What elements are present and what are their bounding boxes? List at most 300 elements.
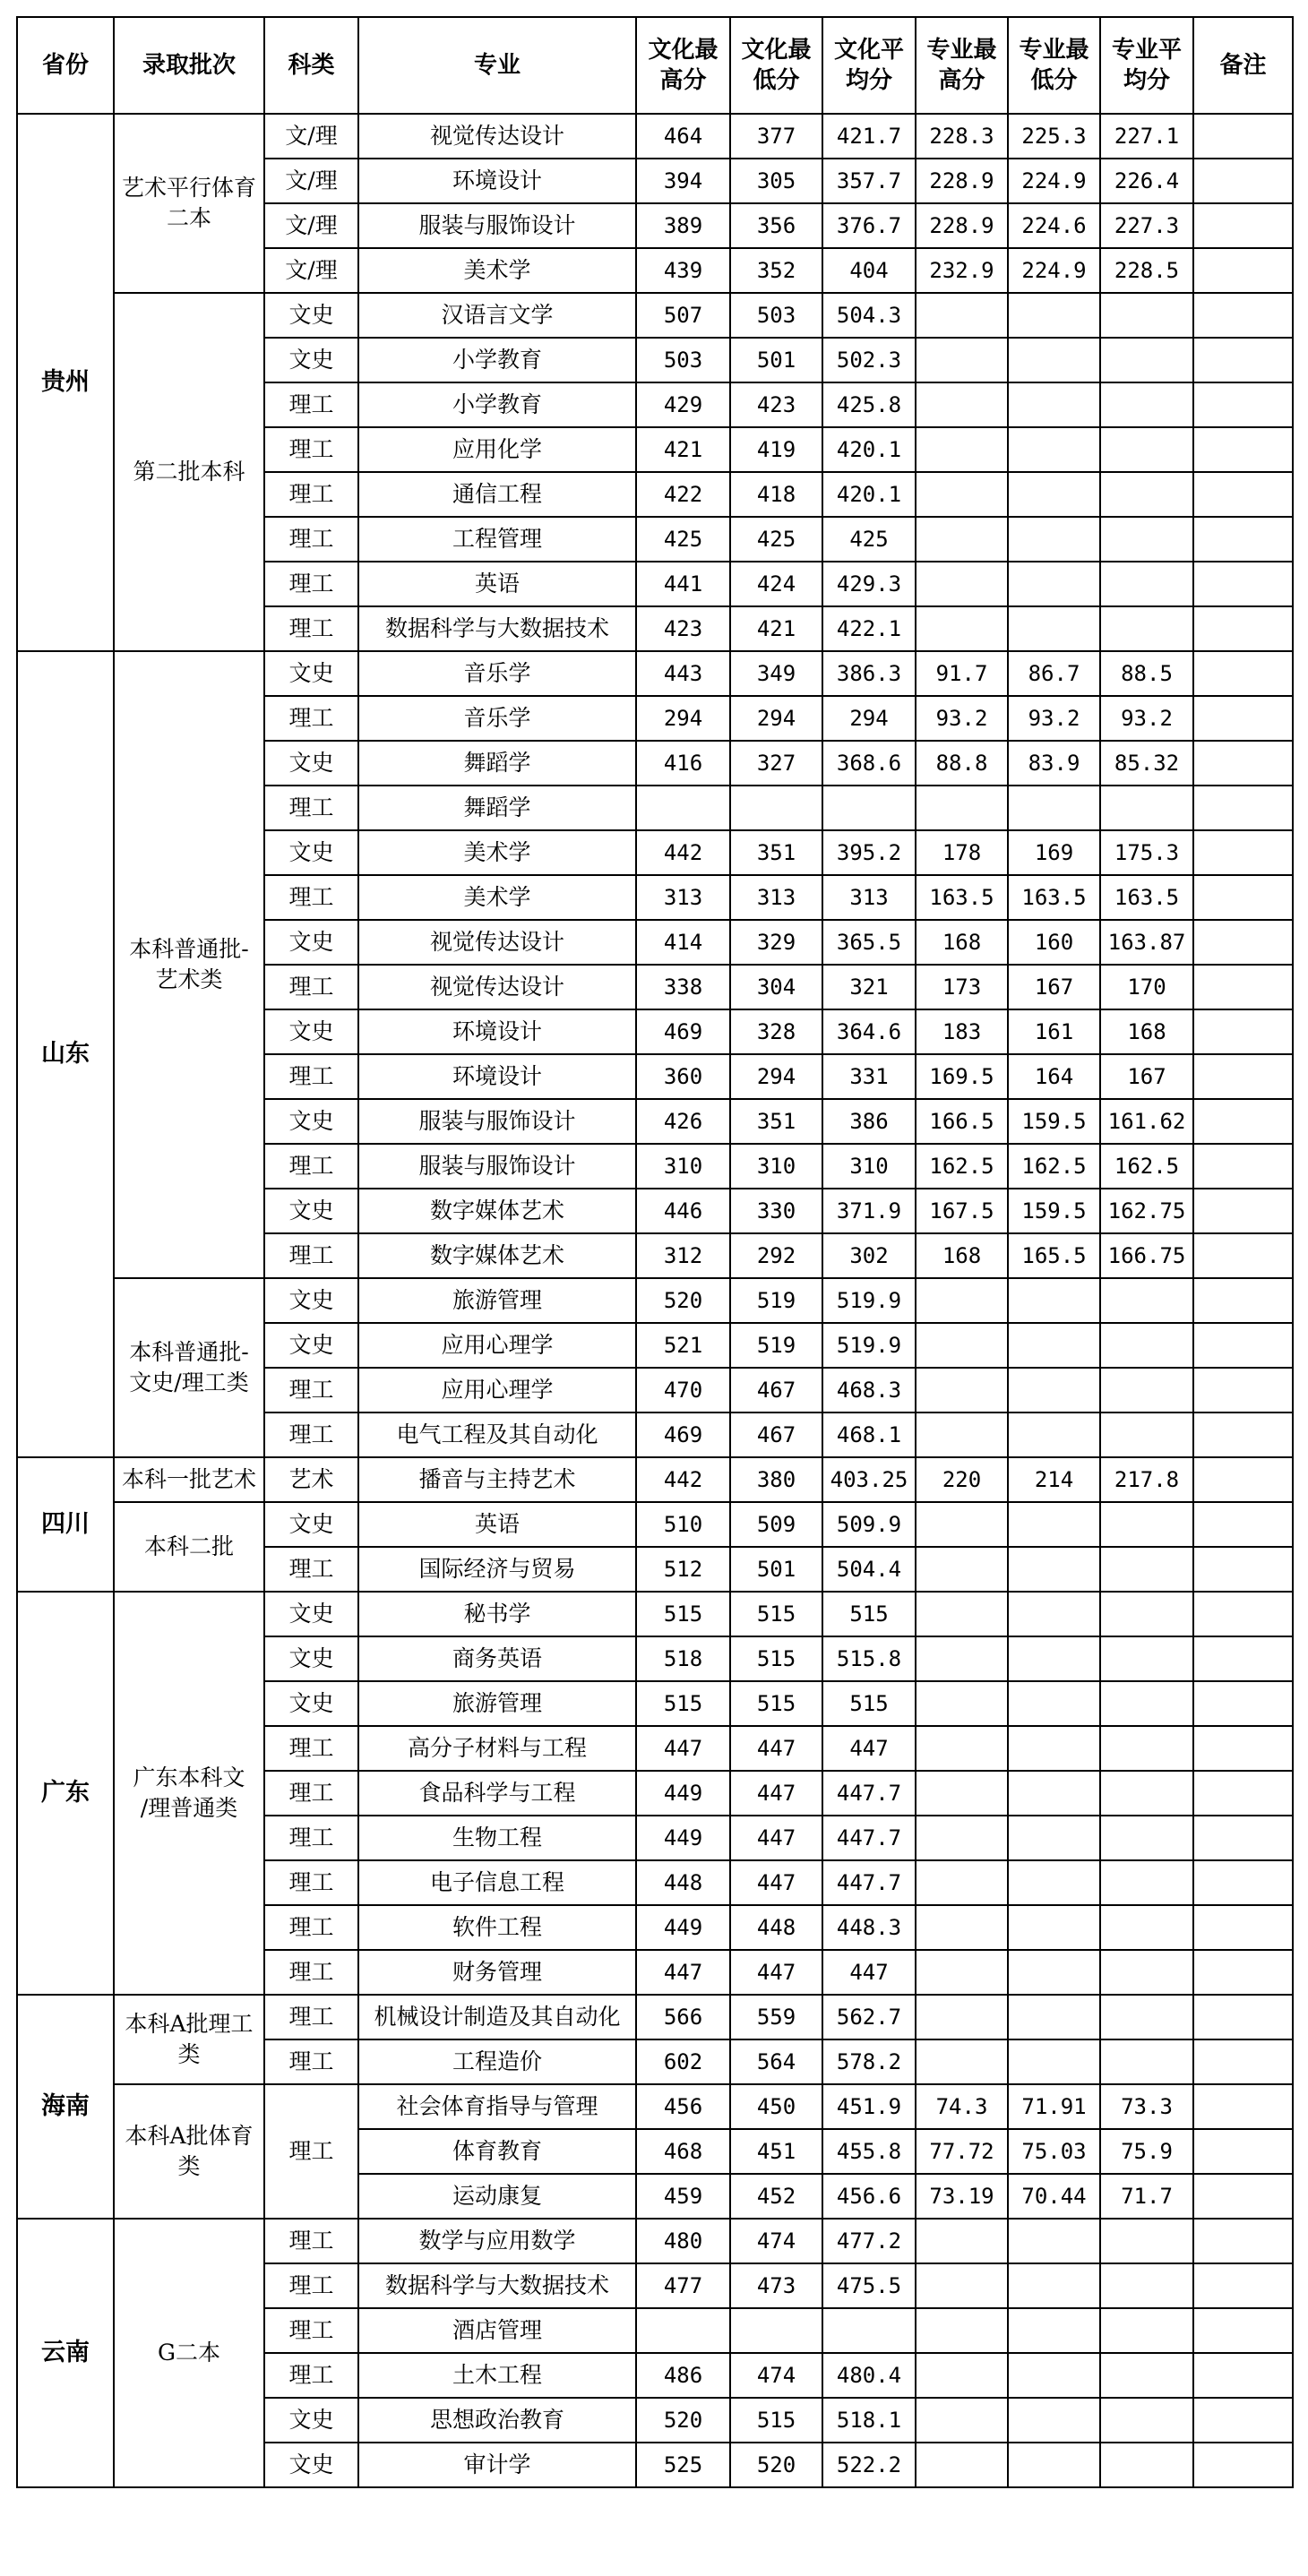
major-min-cell: 161 xyxy=(1008,1009,1100,1054)
culture-min-cell: 351 xyxy=(730,830,822,875)
header-batch: 录取批次 xyxy=(114,17,264,114)
province-cell: 山东 xyxy=(17,651,114,1457)
culture-max-cell: 426 xyxy=(636,1099,730,1144)
category-cell: 文/理 xyxy=(264,114,358,159)
culture-avg-cell: 502.3 xyxy=(822,338,916,382)
culture-min-cell: 519 xyxy=(730,1323,822,1368)
major-avg-cell xyxy=(1100,1592,1193,1636)
major-avg-cell xyxy=(1100,472,1193,517)
major-avg-cell xyxy=(1100,1726,1193,1771)
remarks-cell xyxy=(1193,606,1293,651)
major-cell: 视觉传达设计 xyxy=(358,114,636,159)
culture-min-cell xyxy=(730,786,822,830)
category-cell: 文史 xyxy=(264,2443,358,2487)
culture-avg-cell: 447 xyxy=(822,1950,916,1995)
category-cell: 理工 xyxy=(264,427,358,472)
culture-max-cell: 449 xyxy=(636,1771,730,1816)
category-cell: 理工 xyxy=(264,875,358,920)
culture-avg-cell: 310 xyxy=(822,1144,916,1189)
header-culture-max: 文化最 高分 xyxy=(636,17,730,114)
major-max-cell xyxy=(916,2443,1008,2487)
culture-max-cell: 439 xyxy=(636,248,730,293)
culture-max-cell: 294 xyxy=(636,696,730,741)
culture-max-cell: 360 xyxy=(636,1054,730,1099)
major-cell: 数据科学与大数据技术 xyxy=(358,2263,636,2308)
major-avg-cell: 227.3 xyxy=(1100,203,1193,248)
remarks-cell xyxy=(1193,786,1293,830)
culture-min-cell: 515 xyxy=(730,1681,822,1726)
table-row xyxy=(17,1278,1293,1323)
batch-cell: 本科二批 xyxy=(114,1502,264,1592)
culture-min-cell: 501 xyxy=(730,1547,822,1592)
major-cell: 英语 xyxy=(358,1502,636,1547)
category-cell: 理工 xyxy=(264,1054,358,1099)
remarks-cell xyxy=(1193,830,1293,875)
culture-avg-cell: 509.9 xyxy=(822,1502,916,1547)
province-cell: 四川 xyxy=(17,1457,114,1592)
table-row xyxy=(17,1457,1293,1502)
culture-avg-cell: 313 xyxy=(822,875,916,920)
major-cell: 电子信息工程 xyxy=(358,1860,636,1905)
major-avg-cell xyxy=(1100,1816,1193,1860)
major-avg-cell xyxy=(1100,382,1193,427)
major-max-cell xyxy=(916,1860,1008,1905)
culture-avg-cell: 447 xyxy=(822,1726,916,1771)
culture-min-cell: 520 xyxy=(730,2443,822,2487)
culture-min-cell: 474 xyxy=(730,2219,822,2263)
remarks-cell xyxy=(1193,1547,1293,1592)
culture-max-cell: 425 xyxy=(636,517,730,562)
major-min-cell xyxy=(1008,1368,1100,1413)
major-max-cell xyxy=(916,1681,1008,1726)
culture-avg-cell: 421.7 xyxy=(822,114,916,159)
culture-min-cell: 474 xyxy=(730,2353,822,2398)
major-avg-cell: 168 xyxy=(1100,1009,1193,1054)
major-cell: 软件工程 xyxy=(358,1905,636,1950)
culture-max-cell: 480 xyxy=(636,2219,730,2263)
category-cell: 文史 xyxy=(264,1681,358,1726)
remarks-cell xyxy=(1193,741,1293,786)
major-max-cell xyxy=(916,2219,1008,2263)
culture-avg-cell: 515 xyxy=(822,1681,916,1726)
major-avg-cell: 170 xyxy=(1100,965,1193,1009)
remarks-cell xyxy=(1193,965,1293,1009)
major-avg-cell xyxy=(1100,517,1193,562)
culture-avg-cell: 420.1 xyxy=(822,472,916,517)
remarks-cell xyxy=(1193,382,1293,427)
remarks-cell xyxy=(1193,2084,1293,2129)
major-min-cell: 163.5 xyxy=(1008,875,1100,920)
major-cell: 舞蹈学 xyxy=(358,741,636,786)
remarks-cell xyxy=(1193,2129,1293,2174)
culture-max-cell: 515 xyxy=(636,1592,730,1636)
culture-max-cell: 429 xyxy=(636,382,730,427)
major-min-cell xyxy=(1008,1592,1100,1636)
major-cell: 国际经济与贸易 xyxy=(358,1547,636,1592)
category-cell: 文史 xyxy=(264,2398,358,2443)
remarks-cell xyxy=(1193,517,1293,562)
culture-max-cell: 441 xyxy=(636,562,730,606)
major-min-cell xyxy=(1008,1681,1100,1726)
major-cell: 运动康复 xyxy=(358,2174,636,2219)
major-avg-cell: 167 xyxy=(1100,1054,1193,1099)
culture-min-cell: 377 xyxy=(730,114,822,159)
category-cell: 文史 xyxy=(264,1636,358,1681)
major-min-cell: 164 xyxy=(1008,1054,1100,1099)
culture-avg-cell: 403.25 xyxy=(822,1457,916,1502)
major-avg-cell xyxy=(1100,2308,1193,2353)
culture-avg-cell: 386 xyxy=(822,1099,916,1144)
culture-max-cell: 464 xyxy=(636,114,730,159)
culture-min-cell: 450 xyxy=(730,2084,822,2129)
culture-min-cell: 447 xyxy=(730,1950,822,1995)
table-row xyxy=(17,114,1293,159)
culture-min-cell: 559 xyxy=(730,1995,822,2039)
culture-min-cell: 447 xyxy=(730,1860,822,1905)
major-cell: 服装与服饰设计 xyxy=(358,1144,636,1189)
culture-avg-cell: 364.6 xyxy=(822,1009,916,1054)
category-cell: 文史 xyxy=(264,741,358,786)
remarks-cell xyxy=(1193,2398,1293,2443)
remarks-cell xyxy=(1193,1278,1293,1323)
culture-max-cell: 421 xyxy=(636,427,730,472)
category-cell: 理工 xyxy=(264,2308,358,2353)
culture-avg-cell xyxy=(822,2308,916,2353)
culture-avg-cell: 451.9 xyxy=(822,2084,916,2129)
major-cell: 电气工程及其自动化 xyxy=(358,1413,636,1457)
table-row xyxy=(17,651,1293,696)
major-cell: 体育教育 xyxy=(358,2129,636,2174)
category-cell: 理工 xyxy=(264,1726,358,1771)
table-row xyxy=(17,2219,1293,2263)
major-avg-cell xyxy=(1100,606,1193,651)
header-major-max: 专业最 高分 xyxy=(916,17,1008,114)
culture-avg-cell: 480.4 xyxy=(822,2353,916,2398)
major-max-cell xyxy=(916,517,1008,562)
category-cell: 理工 xyxy=(264,696,358,741)
major-cell: 环境设计 xyxy=(358,1054,636,1099)
major-min-cell xyxy=(1008,1502,1100,1547)
culture-min-cell: 327 xyxy=(730,741,822,786)
major-avg-cell xyxy=(1100,1636,1193,1681)
remarks-cell xyxy=(1193,2219,1293,2263)
culture-min-cell: 467 xyxy=(730,1368,822,1413)
major-max-cell: 166.5 xyxy=(916,1099,1008,1144)
culture-min-cell: 418 xyxy=(730,472,822,517)
major-min-cell: 75.03 xyxy=(1008,2129,1100,2174)
major-min-cell: 214 xyxy=(1008,1457,1100,1502)
major-min-cell: 224.6 xyxy=(1008,203,1100,248)
major-avg-cell xyxy=(1100,1771,1193,1816)
culture-avg-cell: 447.7 xyxy=(822,1860,916,1905)
major-cell: 通信工程 xyxy=(358,472,636,517)
table-row xyxy=(17,1592,1293,1636)
major-max-cell: 232.9 xyxy=(916,248,1008,293)
culture-max-cell: 449 xyxy=(636,1816,730,1860)
culture-avg-cell: 422.1 xyxy=(822,606,916,651)
major-min-cell xyxy=(1008,1860,1100,1905)
major-max-cell xyxy=(916,1592,1008,1636)
culture-min-cell: 352 xyxy=(730,248,822,293)
remarks-cell xyxy=(1193,1323,1293,1368)
category-cell: 文史 xyxy=(264,651,358,696)
culture-max-cell: 449 xyxy=(636,1905,730,1950)
category-cell: 文史 xyxy=(264,1009,358,1054)
category-cell: 理工 xyxy=(264,965,358,1009)
major-max-cell xyxy=(916,1905,1008,1950)
major-cell: 音乐学 xyxy=(358,651,636,696)
major-cell: 服装与服饰设计 xyxy=(358,1099,636,1144)
major-avg-cell xyxy=(1100,2263,1193,2308)
remarks-cell xyxy=(1193,651,1293,696)
major-max-cell: 178 xyxy=(916,830,1008,875)
major-max-cell: 74.3 xyxy=(916,2084,1008,2129)
major-cell: 美术学 xyxy=(358,248,636,293)
table-row xyxy=(17,2084,1293,2129)
category-cell: 理工 xyxy=(264,562,358,606)
remarks-cell xyxy=(1193,1413,1293,1457)
culture-avg-cell: 420.1 xyxy=(822,427,916,472)
major-cell: 服装与服饰设计 xyxy=(358,203,636,248)
major-avg-cell xyxy=(1100,1502,1193,1547)
culture-min-cell: 294 xyxy=(730,1054,822,1099)
culture-avg-cell: 456.6 xyxy=(822,2174,916,2219)
major-max-cell xyxy=(916,1413,1008,1457)
major-max-cell xyxy=(916,1995,1008,2039)
culture-min-cell: 515 xyxy=(730,2398,822,2443)
major-min-cell xyxy=(1008,2353,1100,2398)
major-cell: 英语 xyxy=(358,562,636,606)
remarks-cell xyxy=(1193,1950,1293,1995)
culture-max-cell: 486 xyxy=(636,2353,730,2398)
batch-cell: 本科一批艺术 xyxy=(114,1457,264,1502)
category-cell: 理工 xyxy=(264,1860,358,1905)
major-cell: 应用心理学 xyxy=(358,1323,636,1368)
remarks-cell xyxy=(1193,1905,1293,1950)
culture-min-cell: 305 xyxy=(730,159,822,203)
major-avg-cell: 163.87 xyxy=(1100,920,1193,965)
culture-min-cell: 452 xyxy=(730,2174,822,2219)
major-min-cell xyxy=(1008,517,1100,562)
culture-avg-cell: 562.7 xyxy=(822,1995,916,2039)
category-cell: 文史 xyxy=(264,1189,358,1233)
major-avg-cell xyxy=(1100,427,1193,472)
major-max-cell xyxy=(916,1368,1008,1413)
major-min-cell: 162.5 xyxy=(1008,1144,1100,1189)
major-max-cell xyxy=(916,1502,1008,1547)
major-cell: 财务管理 xyxy=(358,1950,636,1995)
table-row xyxy=(17,293,1293,338)
major-cell: 应用化学 xyxy=(358,427,636,472)
culture-avg-cell: 477.2 xyxy=(822,2219,916,2263)
category-cell: 理工 xyxy=(264,606,358,651)
major-avg-cell: 175.3 xyxy=(1100,830,1193,875)
major-min-cell xyxy=(1008,1995,1100,2039)
major-max-cell xyxy=(916,1771,1008,1816)
culture-max-cell: 310 xyxy=(636,1144,730,1189)
major-max-cell xyxy=(916,1547,1008,1592)
major-cell: 小学教育 xyxy=(358,338,636,382)
major-max-cell xyxy=(916,2263,1008,2308)
major-max-cell xyxy=(916,472,1008,517)
header-culture-avg: 文化平 均分 xyxy=(822,17,916,114)
remarks-cell xyxy=(1193,1636,1293,1681)
culture-avg-cell: 518.1 xyxy=(822,2398,916,2443)
culture-max-cell: 414 xyxy=(636,920,730,965)
category-cell: 文史 xyxy=(264,1592,358,1636)
culture-max-cell: 416 xyxy=(636,741,730,786)
major-min-cell xyxy=(1008,2263,1100,2308)
batch-cell: 广东本科文 /理普通类 xyxy=(114,1592,264,1995)
culture-max-cell: 446 xyxy=(636,1189,730,1233)
major-cell: 环境设计 xyxy=(358,159,636,203)
culture-max-cell: 515 xyxy=(636,1681,730,1726)
major-cell: 舞蹈学 xyxy=(358,786,636,830)
culture-max-cell: 477 xyxy=(636,2263,730,2308)
batch-cell: 第二批本科 xyxy=(114,293,264,651)
major-avg-cell: 226.4 xyxy=(1100,159,1193,203)
table-row xyxy=(17,1995,1293,2039)
header-major-avg: 专业平 均分 xyxy=(1100,17,1193,114)
major-min-cell xyxy=(1008,2039,1100,2084)
major-min-cell xyxy=(1008,2219,1100,2263)
major-max-cell: 183 xyxy=(916,1009,1008,1054)
culture-avg-cell: 302 xyxy=(822,1233,916,1278)
major-min-cell xyxy=(1008,382,1100,427)
province-cell: 贵州 xyxy=(17,114,114,651)
culture-max-cell: 448 xyxy=(636,1860,730,1905)
culture-min-cell: 564 xyxy=(730,2039,822,2084)
major-avg-cell: 85.32 xyxy=(1100,741,1193,786)
category-cell: 理工 xyxy=(264,517,358,562)
major-min-cell xyxy=(1008,1816,1100,1860)
category-cell: 理工 xyxy=(264,1233,358,1278)
major-avg-cell xyxy=(1100,293,1193,338)
major-avg-cell: 162.75 xyxy=(1100,1189,1193,1233)
culture-avg-cell: 376.7 xyxy=(822,203,916,248)
category-cell: 理工 xyxy=(264,1413,358,1457)
major-avg-cell: 228.5 xyxy=(1100,248,1193,293)
culture-avg-cell: 321 xyxy=(822,965,916,1009)
major-max-cell xyxy=(916,1636,1008,1681)
culture-min-cell: 448 xyxy=(730,1905,822,1950)
remarks-cell xyxy=(1193,2443,1293,2487)
major-avg-cell: 73.3 xyxy=(1100,2084,1193,2129)
major-min-cell xyxy=(1008,2398,1100,2443)
culture-max-cell: 423 xyxy=(636,606,730,651)
major-cell: 美术学 xyxy=(358,830,636,875)
major-cell: 食品科学与工程 xyxy=(358,1771,636,1816)
category-cell: 文史 xyxy=(264,293,358,338)
category-cell: 文史 xyxy=(264,1502,358,1547)
major-min-cell xyxy=(1008,472,1100,517)
remarks-cell xyxy=(1193,1233,1293,1278)
major-max-cell: 169.5 xyxy=(916,1054,1008,1099)
major-min-cell xyxy=(1008,2443,1100,2487)
major-cell: 机械设计制造及其自动化 xyxy=(358,1995,636,2039)
culture-avg-cell: 468.3 xyxy=(822,1368,916,1413)
culture-max-cell: 470 xyxy=(636,1368,730,1413)
major-max-cell: 93.2 xyxy=(916,696,1008,741)
remarks-cell xyxy=(1193,1816,1293,1860)
major-avg-cell xyxy=(1100,1681,1193,1726)
major-min-cell: 169 xyxy=(1008,830,1100,875)
culture-min-cell: 351 xyxy=(730,1099,822,1144)
header-remarks: 备注 xyxy=(1193,17,1293,114)
culture-max-cell: 443 xyxy=(636,651,730,696)
culture-max-cell: 520 xyxy=(636,2398,730,2443)
major-max-cell xyxy=(916,2353,1008,2398)
major-min-cell: 165.5 xyxy=(1008,1233,1100,1278)
major-cell: 生物工程 xyxy=(358,1816,636,1860)
major-avg-cell xyxy=(1100,1547,1193,1592)
culture-avg-cell: 357.7 xyxy=(822,159,916,203)
header-major-min: 专业最 低分 xyxy=(1008,17,1100,114)
category-cell: 理工 xyxy=(264,786,358,830)
major-min-cell xyxy=(1008,1547,1100,1592)
major-max-cell xyxy=(916,1816,1008,1860)
culture-max-cell: 338 xyxy=(636,965,730,1009)
major-cell: 旅游管理 xyxy=(358,1681,636,1726)
major-min-cell: 224.9 xyxy=(1008,248,1100,293)
category-cell: 理工 xyxy=(264,1547,358,1592)
major-min-cell xyxy=(1008,1323,1100,1368)
major-min-cell xyxy=(1008,427,1100,472)
culture-avg-cell: 468.1 xyxy=(822,1413,916,1457)
table-body xyxy=(17,114,1293,2487)
remarks-cell xyxy=(1193,248,1293,293)
category-cell: 艺术 xyxy=(264,1457,358,1502)
major-max-cell: 168 xyxy=(916,920,1008,965)
culture-avg-cell: 395.2 xyxy=(822,830,916,875)
major-max-cell: 168 xyxy=(916,1233,1008,1278)
major-avg-cell: 88.5 xyxy=(1100,651,1193,696)
major-max-cell: 167.5 xyxy=(916,1189,1008,1233)
major-cell: 土木工程 xyxy=(358,2353,636,2398)
culture-min-cell: 519 xyxy=(730,1278,822,1323)
remarks-cell xyxy=(1193,1681,1293,1726)
table-row xyxy=(17,1502,1293,1547)
major-avg-cell xyxy=(1100,1413,1193,1457)
culture-max-cell: 389 xyxy=(636,203,730,248)
major-max-cell xyxy=(916,786,1008,830)
culture-min-cell: 419 xyxy=(730,427,822,472)
major-cell: 社会体育指导与管理 xyxy=(358,2084,636,2129)
remarks-cell xyxy=(1193,1189,1293,1233)
major-avg-cell xyxy=(1100,1368,1193,1413)
culture-avg-cell: 404 xyxy=(822,248,916,293)
major-max-cell xyxy=(916,293,1008,338)
remarks-cell xyxy=(1193,1099,1293,1144)
batch-cell: 艺术平行体育 二本 xyxy=(114,114,264,293)
batch-cell: 本科A批体育 类 xyxy=(114,2084,264,2219)
major-avg-cell: 162.5 xyxy=(1100,1144,1193,1189)
major-min-cell xyxy=(1008,1413,1100,1457)
culture-max-cell xyxy=(636,2308,730,2353)
major-avg-cell xyxy=(1100,1905,1193,1950)
major-cell: 汉语言文学 xyxy=(358,293,636,338)
culture-max-cell: 507 xyxy=(636,293,730,338)
major-avg-cell: 163.5 xyxy=(1100,875,1193,920)
major-cell: 思想政治教育 xyxy=(358,2398,636,2443)
remarks-cell xyxy=(1193,1592,1293,1636)
remarks-cell xyxy=(1193,159,1293,203)
culture-avg-cell: 425.8 xyxy=(822,382,916,427)
culture-max-cell: 394 xyxy=(636,159,730,203)
culture-min-cell: 424 xyxy=(730,562,822,606)
culture-min-cell: 329 xyxy=(730,920,822,965)
province-cell: 海南 xyxy=(17,1995,114,2219)
